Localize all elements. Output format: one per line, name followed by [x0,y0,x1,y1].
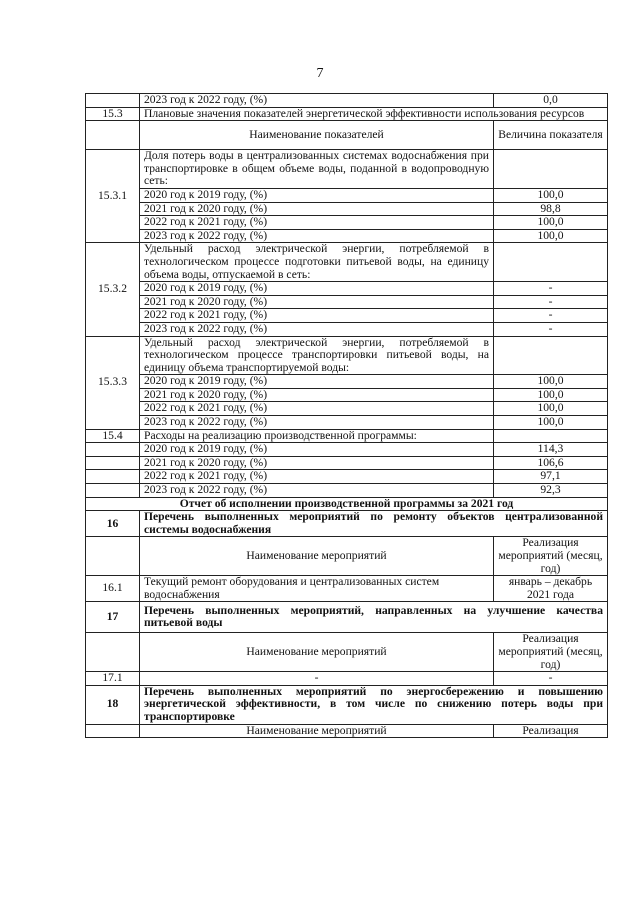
row-label: 2020 год к 2019 году, (%) [140,375,494,389]
section-17-row [86,602,608,633]
row-value: 100,0 [494,388,608,402]
table-row [86,188,608,202]
section-text: Перечень выполненных мероприятий по ремонту объектов централизованной системы водоснабжения [140,511,608,537]
section-number: 15.4 [86,429,140,443]
table-row [86,388,608,402]
section-number: 17.1 [86,672,140,686]
section-number: 15.3.2 [86,243,140,336]
header-row [86,724,608,738]
section-text: Плановые значения показателей энергетической эффективности использования ресурсов [140,107,608,121]
report-title: Отчет об исполнении производственной программы за 2021 год [86,497,608,511]
empty-value-cell [494,336,608,375]
section-number: 17 [86,602,140,633]
page-number: 7 [316,66,324,81]
row-number-cell [86,443,140,457]
header-value: Величина показателя [494,121,608,150]
section-number: 15.3 [86,107,140,121]
row-number-cell [86,484,140,498]
table-row [86,94,608,108]
row-label: 2022 год к 2021 году, (%) [140,216,494,230]
row-value: 100,0 [494,402,608,416]
section-text: Удельный расход электрической энергии, потребляемой в технологическом процессе транспортировки питьевой воды, на единицу объема транспортируемой воды: [140,336,494,375]
header-name: Наименование мероприятий [140,724,494,738]
table-row [86,216,608,230]
section-15-3-2-row [86,243,608,282]
empty-value-cell [494,243,608,282]
row-label: 2021 год к 2020 году, (%) [140,388,494,402]
header-number-cell [86,537,140,576]
row-label: 2023 год к 2022 году, (%) [140,416,494,430]
section-15-3-1-row [86,150,608,189]
section-18-row [86,685,608,724]
report-title-row [86,497,608,511]
header-row [86,121,608,150]
row-label: 2021 год к 2020 году, (%) [140,295,494,309]
row-value: - [494,282,608,296]
header-value: Реализация мероприятий (месяц, год) [494,537,608,576]
section-number: 15.3.1 [86,150,140,243]
header-number-cell [86,633,140,672]
header-row [86,537,608,576]
row-label: 2022 год к 2021 году, (%) [140,402,494,416]
row-number-cell [86,470,140,484]
row-number-cell [86,94,140,108]
table-row [86,229,608,243]
section-text: Перечень выполненных мероприятий, направленных на улучшение качества питьевой воды [140,602,608,633]
table-row [86,295,608,309]
row-value: - [494,672,608,686]
program-table [85,93,608,738]
row-value: 100,0 [494,375,608,389]
section-text: - [140,672,494,686]
row-value: 106,6 [494,456,608,470]
row-label: 2022 год к 2021 году, (%) [140,470,494,484]
row-label: 2023 год к 2022 году, (%) [140,322,494,336]
header-number-cell [86,724,140,738]
row-value: 98,8 [494,202,608,216]
row-value: 92,3 [494,484,608,498]
header-name: Наименование мероприятий [140,537,494,576]
row-label: 2020 год к 2019 году, (%) [140,443,494,457]
section-text: Перечень выполненных мероприятий по энергосбережению и повышению энергетической эффективности, в том числе по снижению потерь воды при транспортировке [140,685,608,724]
section-15-4-row [86,429,608,443]
row-number-cell [86,456,140,470]
section-number: 15.3.3 [86,336,140,429]
section-text: Доля потерь воды в централизованных системах водоснабжения при транспортировке в общем объеме воды, поданной в водопроводную сеть: [140,150,494,189]
section-15-3-3-row [86,336,608,375]
table-row [86,484,608,498]
row-value: - [494,295,608,309]
row-value: 0,0 [494,94,608,108]
section-number: 16 [86,511,140,537]
row-value: 97,1 [494,470,608,484]
row-value: 100,0 [494,229,608,243]
row-value: - [494,309,608,323]
table-row [86,416,608,430]
header-name: Наименование мероприятий [140,633,494,672]
table-row [86,470,608,484]
row-label: 2021 год к 2020 году, (%) [140,202,494,216]
row-value: - [494,322,608,336]
section-number: 18 [86,685,140,724]
table-row [86,443,608,457]
empty-value-cell [494,429,608,443]
row-value: 114,3 [494,443,608,457]
header-number-cell [86,121,140,150]
table-row [86,202,608,216]
header-value: Реализация мероприятий (месяц, год) [494,633,608,672]
header-value: Реализация [494,724,608,738]
row-label: 2023 год к 2022 году, (%) [140,94,494,108]
section-17-1-row [86,672,608,686]
row-label: 2021 год к 2020 году, (%) [140,456,494,470]
table-row [86,456,608,470]
section-16-1-row [86,576,608,602]
section-text: Удельный расход электрической энергии, потребляемой в технологическом процессе подготовки питьевой воды, на единицу объема воды, отпускаемой в сеть: [140,243,494,282]
row-label: 2023 год к 2022 году, (%) [140,229,494,243]
header-row [86,633,608,672]
table-row [86,309,608,323]
row-value: 100,0 [494,416,608,430]
row-value: 100,0 [494,188,608,202]
table-row [86,402,608,416]
row-label: 2023 год к 2022 году, (%) [140,484,494,498]
section-number: 16.1 [86,576,140,602]
row-value: январь – декабрь 2021 года [494,576,608,602]
section-15-3-row [86,107,608,121]
table-row [86,282,608,296]
table-row [86,375,608,389]
table-row [86,322,608,336]
row-value: 100,0 [494,216,608,230]
row-label: 2022 год к 2021 году, (%) [140,309,494,323]
section-text: Расходы на реализацию производственной программы: [140,429,494,443]
row-label: 2020 год к 2019 году, (%) [140,188,494,202]
header-name: Наименование показателей [140,121,494,150]
empty-value-cell [494,150,608,189]
row-label: 2020 год к 2019 году, (%) [140,282,494,296]
section-text: Текущий ремонт оборудования и централизованных систем водоснабжения [140,576,494,602]
section-16-row [86,511,608,537]
